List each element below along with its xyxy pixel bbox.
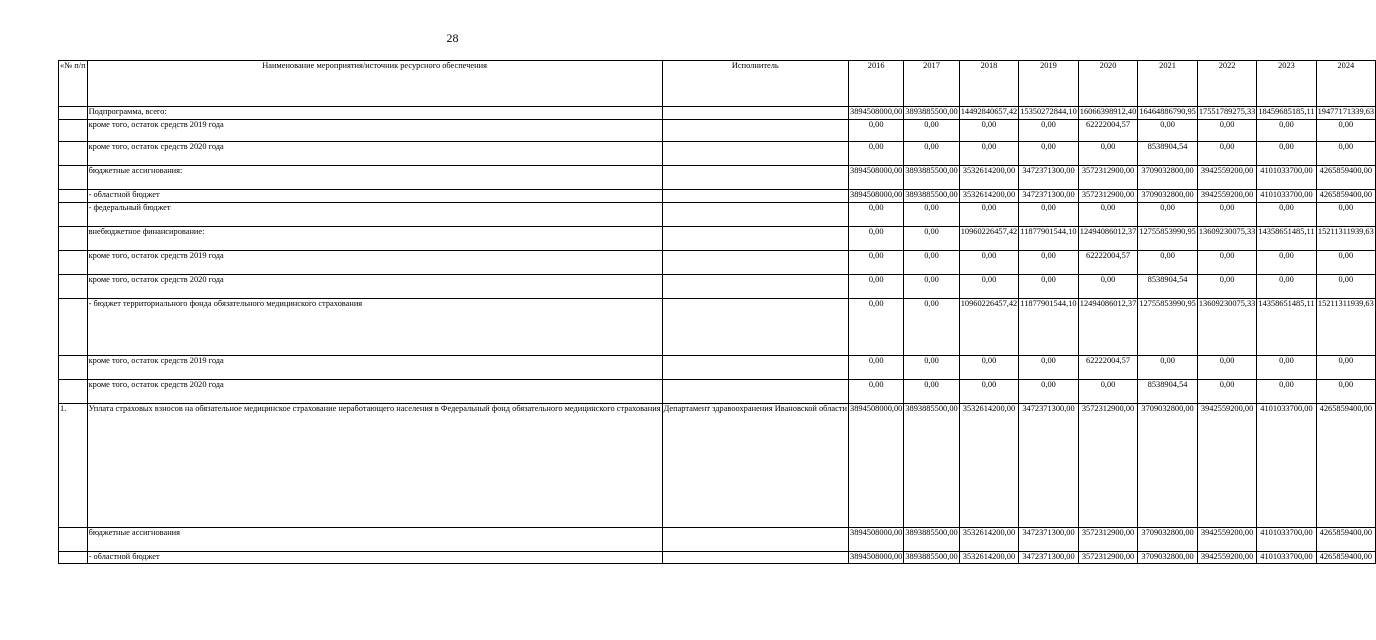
row-value: 0,00 (849, 356, 904, 380)
row-value: 13609230075,33 (1197, 299, 1257, 356)
row-name: бюджетные ассигнования: (87, 166, 662, 190)
row-value: 0,00 (1257, 120, 1316, 142)
row-value: 0,00 (1316, 203, 1376, 227)
row-value: 0,00 (849, 380, 904, 404)
row-num (59, 120, 88, 142)
table-row (59, 142, 1376, 166)
header-executor: Исполнитель (662, 61, 848, 107)
row-name: Подпрограмма, всего: (87, 107, 662, 120)
row-value: 3532614200,00 (959, 166, 1019, 190)
row-executor (662, 380, 848, 404)
row-value: 3472371300,00 (1019, 166, 1079, 190)
row-num (59, 166, 88, 190)
row-value: 3893885500,00 (904, 404, 959, 528)
row-value: 3532614200,00 (959, 552, 1019, 564)
row-value: 4265859400,00 (1316, 404, 1376, 528)
row-value: 14358651485,11 (1257, 227, 1316, 251)
row-value: 3572312900,00 (1078, 404, 1138, 528)
row-value: 15211311939,63 (1316, 227, 1376, 251)
row-value: 0,00 (959, 251, 1019, 275)
table-row (59, 404, 1376, 528)
row-value: 3942559200,00 (1197, 528, 1257, 552)
row-value: 0,00 (959, 142, 1019, 166)
row-value: 4101033700,00 (1257, 552, 1316, 564)
row-num (59, 275, 88, 299)
row-value: 0,00 (1197, 142, 1257, 166)
row-value: 3893885500,00 (904, 107, 959, 120)
row-value: 3942559200,00 (1197, 190, 1257, 203)
row-value: 0,00 (959, 356, 1019, 380)
row-value: 3893885500,00 (904, 552, 959, 564)
row-value: 0,00 (1316, 356, 1376, 380)
row-value: 0,00 (959, 120, 1019, 142)
row-name: кроме того, остаток средств 2020 года (87, 142, 662, 166)
row-value: 0,00 (1197, 275, 1257, 299)
header-year: 2018 (959, 61, 1019, 107)
row-value: 4265859400,00 (1316, 552, 1376, 564)
row-num (59, 203, 88, 227)
table-row (59, 552, 1376, 564)
row-value: 3472371300,00 (1019, 552, 1079, 564)
row-value: 3894508000,00 (849, 166, 904, 190)
row-executor (662, 120, 848, 142)
row-value: 0,00 (849, 299, 904, 356)
row-value: 0,00 (904, 203, 959, 227)
row-value: 0,00 (1257, 142, 1316, 166)
row-num (59, 190, 88, 203)
row-name: кроме того, остаток средств 2019 года (87, 356, 662, 380)
row-value: 8538904,54 (1138, 380, 1198, 404)
row-value: 12755853990,95 (1138, 299, 1198, 356)
row-value: 0,00 (1019, 251, 1079, 275)
row-value: 0,00 (1257, 251, 1316, 275)
row-value: 10960226457,42 (959, 227, 1019, 251)
header-year: 2016 (849, 61, 904, 107)
table-row (59, 380, 1376, 404)
header-num: «№ п/п (59, 61, 88, 107)
table-row (59, 528, 1376, 552)
row-name: Уплата страховых взносов на обязательное медицинское страхование неработающего населения в Федеральный фонд обязательного медицинского страхования (87, 404, 662, 528)
row-num: 1. (59, 404, 88, 528)
row-value: 16464886790,95 (1138, 107, 1198, 120)
table-row (59, 356, 1376, 380)
row-value: 0,00 (904, 120, 959, 142)
row-value: 4101033700,00 (1257, 166, 1316, 190)
row-num (59, 356, 88, 380)
row-value: 10960226457,42 (959, 299, 1019, 356)
row-value: 3709032800,00 (1138, 528, 1198, 552)
row-value: 13609230075,33 (1197, 227, 1257, 251)
row-value: 0,00 (959, 203, 1019, 227)
row-value: 0,00 (904, 251, 959, 275)
row-value: 16066398912,40 (1078, 107, 1138, 120)
row-executor (662, 251, 848, 275)
table-row (59, 275, 1376, 299)
row-value: 0,00 (849, 142, 904, 166)
row-name: кроме того, остаток средств 2020 года (87, 275, 662, 299)
row-value: 0,00 (1019, 275, 1079, 299)
row-value: 3894508000,00 (849, 404, 904, 528)
row-value: 4101033700,00 (1257, 404, 1316, 528)
row-value: 0,00 (1316, 120, 1376, 142)
row-value: 14358651485,11 (1257, 299, 1316, 356)
table-row (59, 166, 1376, 190)
row-value: 0,00 (1138, 356, 1198, 380)
row-value: 0,00 (904, 227, 959, 251)
row-name: кроме того, остаток средств 2020 года (87, 380, 662, 404)
row-value: 0,00 (959, 380, 1019, 404)
table-row (59, 227, 1376, 251)
row-value: 0,00 (1078, 275, 1138, 299)
row-value: 0,00 (1019, 120, 1079, 142)
header-year: 2019 (1019, 61, 1079, 107)
row-value: 62222004,57 (1078, 356, 1138, 380)
row-value: 0,00 (1019, 380, 1079, 404)
row-value: 0,00 (1316, 380, 1376, 404)
table-body (59, 61, 1376, 564)
row-value: 3572312900,00 (1078, 552, 1138, 564)
row-value: 15211311939,63 (1316, 299, 1376, 356)
row-num (59, 299, 88, 356)
table-row (59, 120, 1376, 142)
row-value: 3894508000,00 (849, 107, 904, 120)
row-value: 0,00 (849, 251, 904, 275)
header-year: 2020 (1078, 61, 1138, 107)
row-executor (662, 203, 848, 227)
row-executor (662, 142, 848, 166)
row-num (59, 528, 88, 552)
row-value: 0,00 (1078, 380, 1138, 404)
row-value: 4101033700,00 (1257, 190, 1316, 203)
row-value: 3572312900,00 (1078, 528, 1138, 552)
row-value: 0,00 (849, 120, 904, 142)
row-value: 4265859400,00 (1316, 528, 1376, 552)
financing-table (58, 60, 1376, 564)
table-row (59, 107, 1376, 120)
row-value: 3572312900,00 (1078, 166, 1138, 190)
row-value: 3709032800,00 (1138, 552, 1198, 564)
header-year: 2017 (904, 61, 959, 107)
row-value: 0,00 (1078, 203, 1138, 227)
row-value: 62222004,57 (1078, 251, 1138, 275)
row-value: 4265859400,00 (1316, 166, 1376, 190)
row-value: 0,00 (849, 203, 904, 227)
row-value: 0,00 (904, 275, 959, 299)
row-value: 12755853990,95 (1138, 227, 1198, 251)
row-value: 0,00 (1197, 356, 1257, 380)
row-value: 0,00 (1197, 203, 1257, 227)
row-value: 0,00 (1197, 251, 1257, 275)
row-value: 0,00 (1316, 251, 1376, 275)
row-name: - федеральный бюджет (87, 203, 662, 227)
row-name: - областной бюджет (87, 190, 662, 203)
row-executor (662, 528, 848, 552)
header-year: 2023 (1257, 61, 1316, 107)
table-row (59, 251, 1376, 275)
row-value: 3532614200,00 (959, 404, 1019, 528)
row-value: 0,00 (1197, 120, 1257, 142)
header-row (59, 61, 1376, 107)
row-value: 0,00 (904, 299, 959, 356)
row-value: 62222004,57 (1078, 120, 1138, 142)
header-year: 2024 (1316, 61, 1376, 107)
table-row (59, 203, 1376, 227)
row-value: 3532614200,00 (959, 190, 1019, 203)
row-executor: Департамент здравоохранения Ивановской области (662, 404, 848, 528)
header-year: 2022 (1197, 61, 1257, 107)
row-value: 3709032800,00 (1138, 404, 1198, 528)
table-row (59, 190, 1376, 203)
row-num (59, 251, 88, 275)
header-name: Наименование мероприятия/источник ресурсного обеспечения (87, 61, 662, 107)
row-executor (662, 107, 848, 120)
row-value: 3942559200,00 (1197, 166, 1257, 190)
row-value: 17551789275,33 (1197, 107, 1257, 120)
row-value: 0,00 (904, 142, 959, 166)
row-num (59, 552, 88, 564)
row-num (59, 142, 88, 166)
row-executor (662, 356, 848, 380)
row-value: 0,00 (1257, 356, 1316, 380)
row-value: 4101033700,00 (1257, 528, 1316, 552)
row-value: 0,00 (1257, 275, 1316, 299)
row-value: 0,00 (849, 227, 904, 251)
row-value: 3893885500,00 (904, 528, 959, 552)
row-value: 0,00 (1257, 380, 1316, 404)
row-value: 0,00 (1019, 356, 1079, 380)
row-name: бюджетные ассигнования (87, 528, 662, 552)
row-name: кроме того, остаток средств 2019 года (87, 251, 662, 275)
row-value: 12494086012,37 (1078, 299, 1138, 356)
row-executor (662, 275, 848, 299)
row-value: 0,00 (959, 275, 1019, 299)
row-value: 0,00 (849, 275, 904, 299)
row-executor (662, 552, 848, 564)
row-value: 8538904,54 (1138, 275, 1198, 299)
row-name: кроме того, остаток средств 2019 года (87, 120, 662, 142)
row-value: 3472371300,00 (1019, 528, 1079, 552)
row-executor (662, 227, 848, 251)
page-number: 28 (446, 31, 459, 45)
row-value: 8538904,54 (1138, 142, 1198, 166)
row-value: 0,00 (1316, 142, 1376, 166)
header-year: 2021 (1138, 61, 1198, 107)
row-value: 11877901544,10 (1019, 227, 1079, 251)
row-value: 3472371300,00 (1019, 404, 1079, 528)
row-value: 3942559200,00 (1197, 552, 1257, 564)
row-executor (662, 166, 848, 190)
row-value: 3894508000,00 (849, 190, 904, 203)
row-value: 18459685185,11 (1257, 107, 1316, 120)
row-value: 3942559200,00 (1197, 404, 1257, 528)
row-value: 0,00 (1078, 142, 1138, 166)
row-name: - областной бюджет (87, 552, 662, 564)
row-value: 3894508000,00 (849, 552, 904, 564)
row-value: 0,00 (1257, 203, 1316, 227)
row-value: 3709032800,00 (1138, 190, 1198, 203)
row-value: 0,00 (904, 356, 959, 380)
row-value: 3532614200,00 (959, 528, 1019, 552)
row-value: 14492840657,42 (959, 107, 1019, 120)
row-value: 3894508000,00 (849, 528, 904, 552)
row-name: внебюджетное финансирование: (87, 227, 662, 251)
row-num (59, 227, 88, 251)
row-value: 12494086012,37 (1078, 227, 1138, 251)
row-value: 3893885500,00 (904, 190, 959, 203)
row-value: 11877901544,10 (1019, 299, 1079, 356)
row-num (59, 380, 88, 404)
row-value: 0,00 (1197, 380, 1257, 404)
row-value: 19477171339,63 (1316, 107, 1376, 120)
row-value: 0,00 (904, 380, 959, 404)
row-value: 3893885500,00 (904, 166, 959, 190)
row-executor (662, 299, 848, 356)
row-num (59, 107, 88, 120)
row-value: 0,00 (1316, 275, 1376, 299)
row-value: 15350272844,10 (1019, 107, 1079, 120)
row-value: 0,00 (1138, 251, 1198, 275)
table-row (59, 299, 1376, 356)
row-value: 4265859400,00 (1316, 190, 1376, 203)
row-name: - бюджет территориального фонда обязательного медицинского страхования (87, 299, 662, 356)
row-value: 0,00 (1019, 142, 1079, 166)
row-value: 0,00 (1138, 120, 1198, 142)
row-value: 3709032800,00 (1138, 166, 1198, 190)
row-value: 0,00 (1138, 203, 1198, 227)
row-executor (662, 190, 848, 203)
row-value: 3572312900,00 (1078, 190, 1138, 203)
row-value: 3472371300,00 (1019, 190, 1079, 203)
row-value: 0,00 (1019, 203, 1079, 227)
